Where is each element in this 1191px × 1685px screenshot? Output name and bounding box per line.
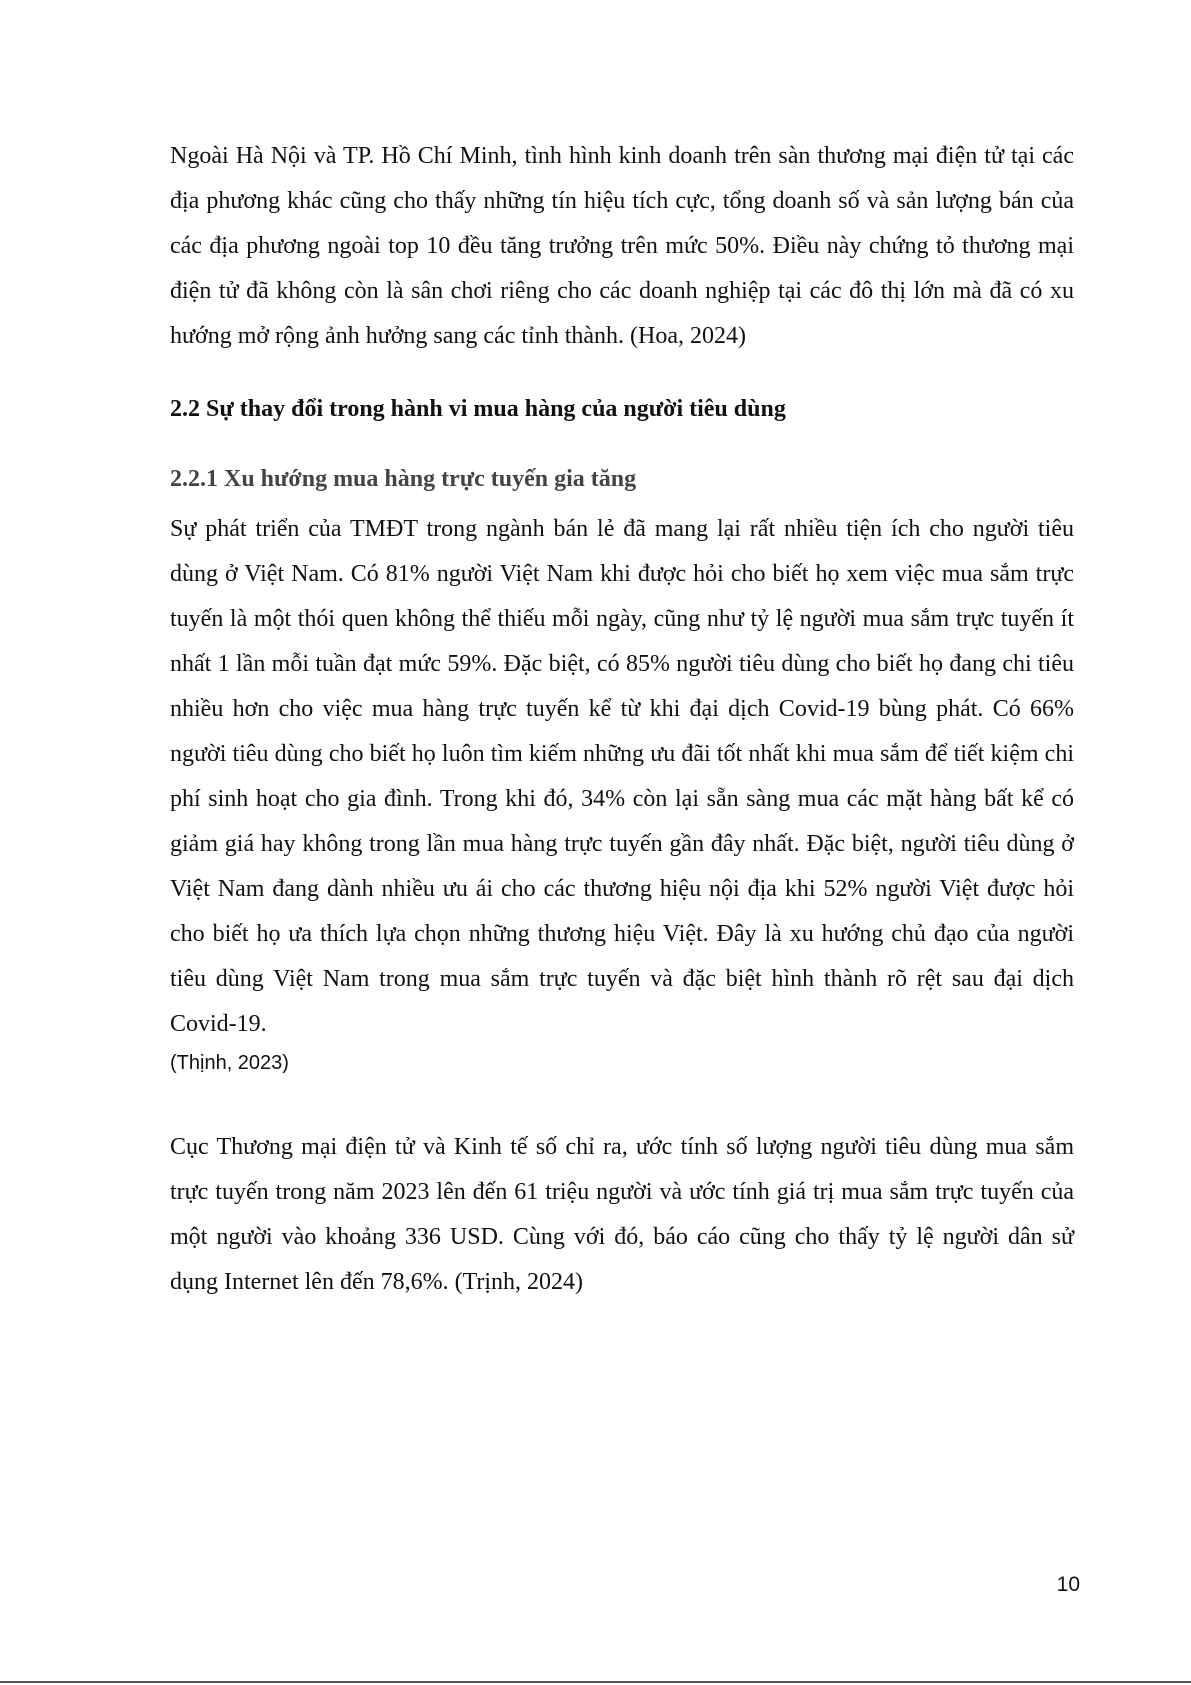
page-content [170, 134, 1074, 1305]
paragraph-ecommerce-provinces: Ngoài Hà Nội và TP. Hồ Chí Minh, tình hình kinh doanh trên sàn thương mại điện tử tại các địa phương khác cũng cho thấy những tín hiệu tích cực, tổng doanh số và sản lượng bán của các địa phương ngoài top 10 đều tăng trưởng trên mức 50%. Điều này chứng tỏ thương mại điện tử đã không còn là sân chơi riêng cho các doanh nghiệp tại các đô thị lớn mà đã có xu hướng mở rộng ảnh hưởng sang các tỉnh thành. (Hoa, 2024) [170, 143, 1074, 349]
page-number: 10 [1056, 1573, 1080, 1596]
paragraph-online-shopping-trend: Sự phát triển của TMĐT trong ngành bán lẻ đã mang lại rất nhiều tiện ích cho người tiêu dùng ở Việt Nam. Có 81% người Việt Nam khi được hỏi cho biết họ xem việc mua sắm trực tuyến là một thói quen không thể thiếu mỗi ngày, cũng như tỷ lệ người mua sắm trực tuyến ít nhất 1 lần mỗi tuần đạt mức 59%. Đặc biệt, có 85% người tiêu dùng cho biết họ đang chi tiêu nhiều hơn cho việc mua hàng trực tuyến kể từ khi đại dịch Covid-19 bùng phát. Có 66% người tiêu dùng cho biết họ luôn tìm kiếm những ưu đãi tốt nhất khi mua sắm để tiết kiệm chi phí sinh hoạt cho gia đình. Trong khi đó, 34% còn lại sẵn sàng mua các mặt hàng bất kể có giảm giá hay không trong lần mua hàng trực tuyến gần đây nhất. Đặc biệt, người tiêu dùng ở Việt Nam đang dành nhiều ưu ái cho các thương hiệu nội địa khi 52% người Việt được hỏi cho biết họ ưa thích lựa chọn những thương hiệu Việt. Đây là xu hướng chủ đạo của người tiêu dùng Việt Nam trong mua sắm trực tuyến và đặc biệt hình thành rõ rệt sau đại dịch Covid-19. [170, 516, 1074, 1037]
bottom-edge-line [0, 1681, 1191, 1683]
paragraph-digital-economy-stats: Cục Thương mại điện tử và Kinh tế số chỉ ra, ước tính số lượng người tiêu dùng mua sắm trực tuyến trong năm 2023 lên đến 61 triệu người và ước tính giá trị mua sắm trực tuyến của một người vào khoảng 336 USD. Cùng với đó, báo cáo cũng cho thấy tỷ lệ người dân sử dụng Internet lên đến 78,6%. (Trịnh, 2024) [170, 1134, 1074, 1295]
subsection-heading: 2.2.1 Xu hướng mua hàng trực tuyến gia tăng [170, 466, 637, 492]
section-heading: 2.2 Sự thay đổi trong hành vi mua hàng của người tiêu dùng [170, 396, 786, 422]
citation-thinh-2023: (Thịnh, 2023) [170, 1052, 289, 1074]
